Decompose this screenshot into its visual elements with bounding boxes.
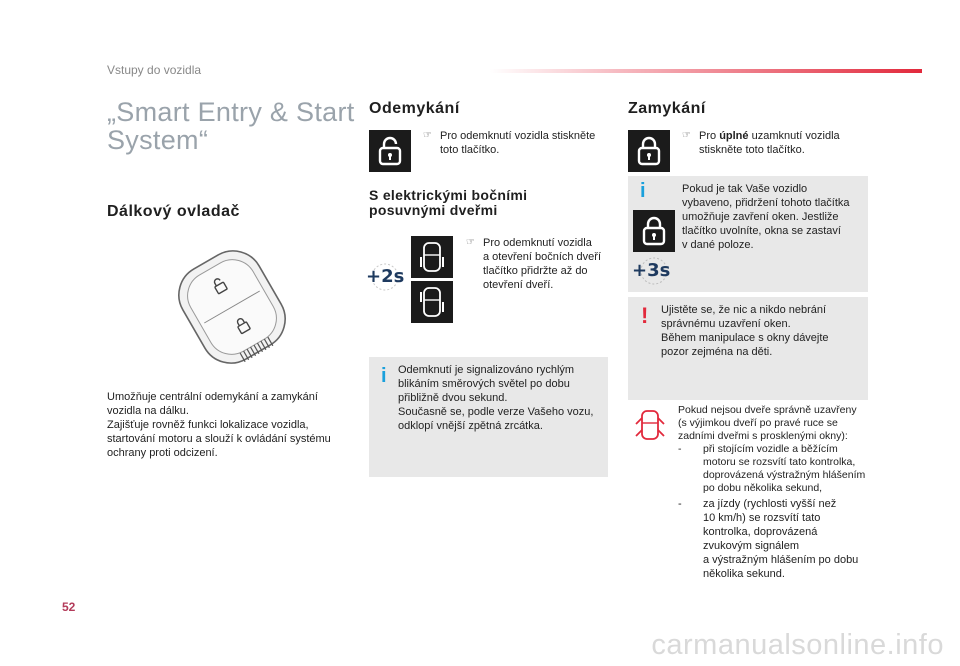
unlocking-info-box: i Odemknutí je signalizováno rychlým blikáním směrových světel po dobu přibližně dvou sekund. Současně se, podle verze Vašeho vozu, odklopí vnější zpětná zrcátka. [369,357,608,477]
lock-button-tile [628,130,670,172]
sliding-door-tile-1 [411,236,453,278]
arrow-bullet-icon: ☞ [682,130,691,141]
lock-button-tile-small [633,210,675,252]
arrow-bullet-icon: ☞ [423,130,432,141]
door-open-warning-icon [634,408,666,449]
unlocking-heading: Odemykání [369,100,460,117]
unlock-padlock-icon [378,136,402,166]
warning-box: ! Ujistěte se, že nic a nikdo nebrání správnému uzavření oken. Během manipulace s okny dávejte pozor zejména na děti. [628,297,868,400]
door-note-bullet-1: - při stojícím vozidle a běžícím motoru se rozsvítí tato kontrolka, doprovázená výstražným hlášením po dobu několika sekund, [678,443,866,494]
page-title: „Smart Entry & Start System“ [107,97,355,155]
header-rule [490,69,922,73]
remote-key-fob [160,247,305,372]
page-number: 52 [62,600,76,614]
remote-description: Umožňuje centrální odemykání a zamykání vozidla na dálku. Zajišťuje rovněž funkci lokalizace vozidla, startování motoru a slouží k ovládání systému ochrany proti odcizení. [107,391,331,459]
lock-padlock-icon [642,216,666,246]
sliding-door-icon [418,286,446,318]
lock-padlock-icon [637,136,661,166]
locking-heading: Zamykání [628,100,706,117]
hold-3s-badge: +3s [630,256,676,286]
section-title: Vstupy do vozidla [107,63,202,77]
door-note-bullet-2: - za jízdy (rychlosti vyšší než 10 km/h) se rozsvítí tato kontrolka, doprovázená zvukovým signálem a výstražným hlášením po dobu několika sekund. [678,498,859,580]
sliding-doors-heading: S elektrickými bočními posuvnými dveřmi [369,187,528,218]
lock-step: ☞ Pro úplné uzamknutí vozidla stiskněte toto tlačítko. [682,130,840,156]
unlock-button-tile [369,130,411,172]
hold-2s-badge: +2s [364,262,406,292]
watermark: carmanualsonline.info [651,629,944,661]
unlock-step: ☞ Pro odemknutí vozidla stiskněte toto tlačítko. [423,130,596,156]
sliding-door-icon [418,241,446,273]
locking-info-box: i +3s Pokud je tak Vaše vozidlo vybaveno, přidržení tohoto tlačítka umožňuje zavření oken. Jestliže tlačítko uvolníte, okna se zastaví v dané poloze. [628,176,868,292]
sliding-door-step: ☞ Pro odemknutí vozidla a otevření bočních dveří tlačítko přidržte až do otevření dveří. [466,237,602,291]
door-note: Pokud nejsou dveře správně uzavřeny (s výjimkou dveří po pravé ruce se zadními dveřmi s prosklenými okny): - při stojícím vozidle a běžícím motoru se rozsvítí tato kontrolka, doprovázená výstražným hlášením po dobu několika sekund, - za jízdy (rychlosti vyšší než 10 km/h) se rozsvítí tato kontrolka, doprovázená zvukovým signálem a výstražným hlášením po dobu několika sekund. [678,404,870,581]
sliding-door-tile-2 [411,281,453,323]
info-icon: i [640,180,646,202]
info-icon: i [381,365,387,387]
warning-icon: ! [641,303,649,328]
remote-heading: Dálkový ovladač [107,203,240,220]
arrow-bullet-icon: ☞ [466,237,475,248]
